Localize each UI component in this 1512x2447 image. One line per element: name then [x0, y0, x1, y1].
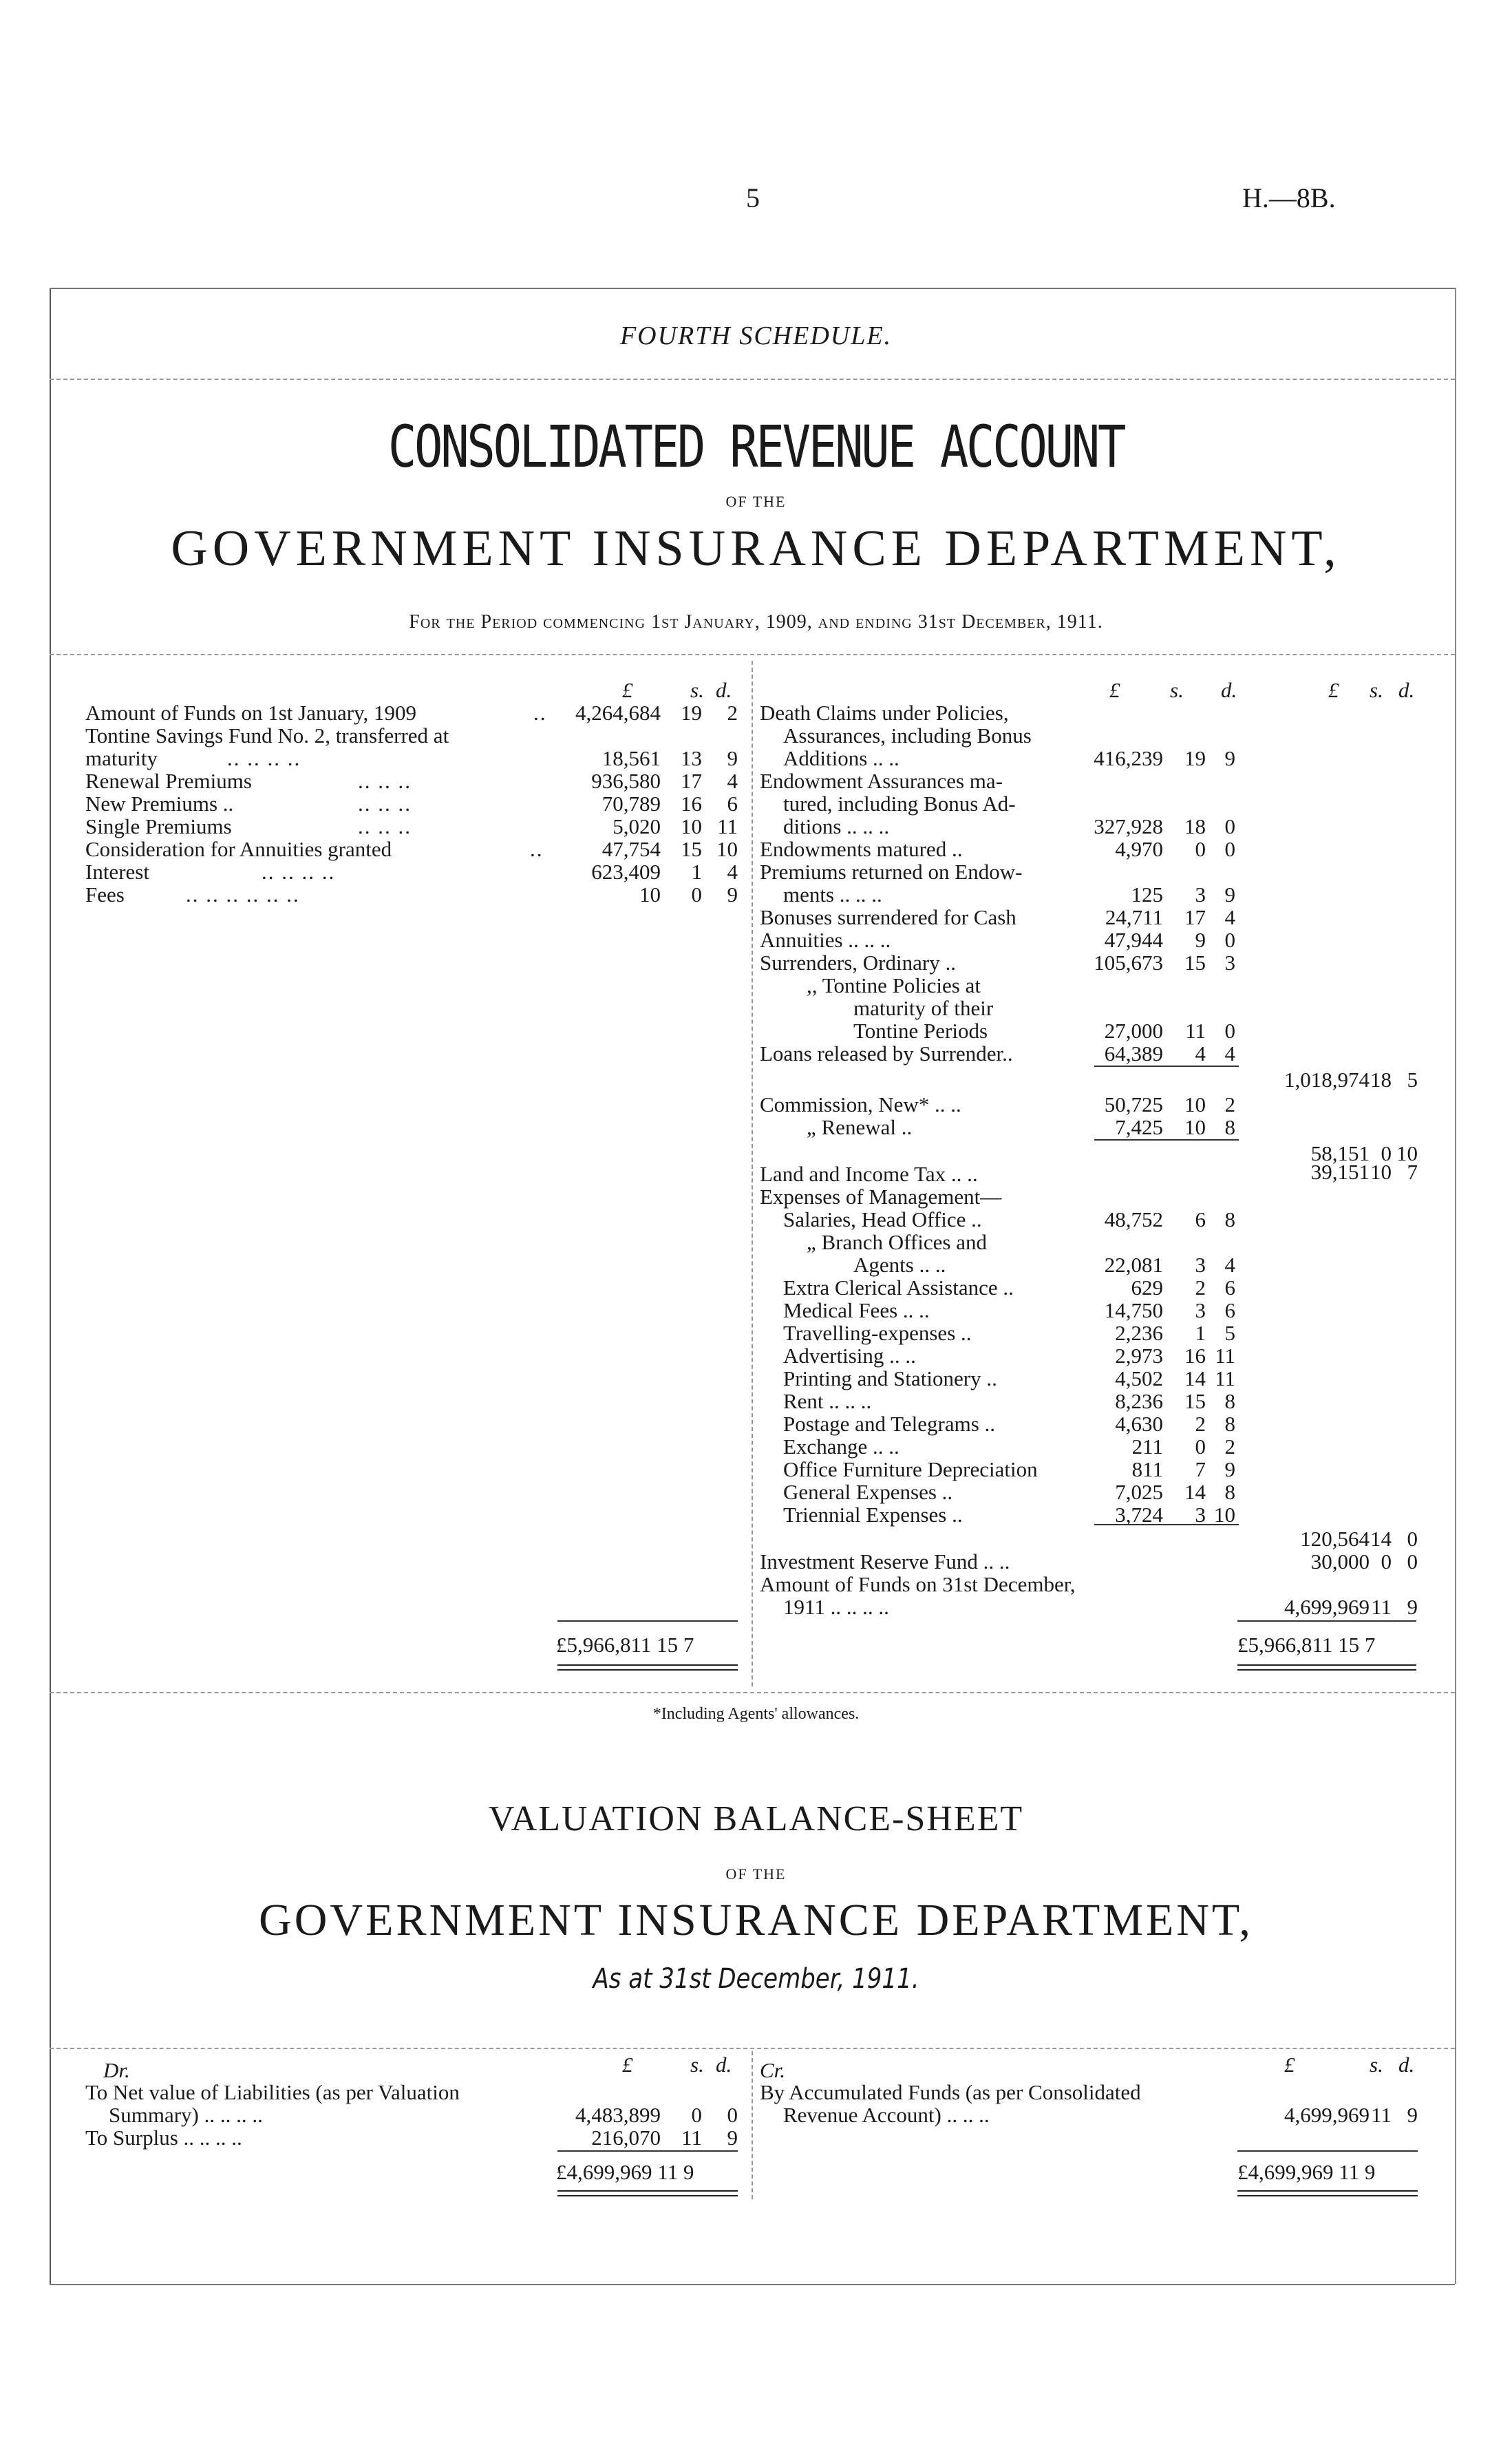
of-the-label: OF THE [725, 493, 787, 510]
shillings-header-right: s. [1370, 678, 1383, 702]
payment-label: Annuities .. .. .. [760, 928, 891, 952]
expenses-subtotal-pounds: 120,564 [1300, 1527, 1370, 1551]
valuation-title: VALUATION BALANCE-SHEET [488, 1799, 1024, 1839]
expense-label: Medical Fees .. .. [783, 1298, 930, 1322]
payment-amount-pence: 9 [1224, 746, 1235, 770]
department-title-2: GOVERNMENT INSURANCE DEPARTMENT, [259, 1895, 1253, 1945]
tax-amount-pence: 7 [1407, 1160, 1418, 1184]
document-reference: H.—8B. [1242, 182, 1336, 213]
credit-line-amount-pence: 9 [1407, 2103, 1418, 2127]
payment-amount-shillings: 3 [1195, 882, 1206, 907]
payment-amount-shillings: 11 [1185, 1019, 1206, 1043]
debit-line-label: To Surplus .. .. .. .. [85, 2126, 242, 2150]
expense-amount-pounds: 8,236 [1115, 1389, 1163, 1413]
payment-amount-pence: 9 [1224, 882, 1235, 907]
tax-amount-pounds: 39,151 [1310, 1160, 1370, 1184]
credit-line-amount-pounds: 4,699,969 [1284, 2103, 1370, 2127]
receipt-amount-pounds: 5,020 [613, 814, 661, 838]
expense-amount-shillings: 14 [1184, 1366, 1206, 1390]
debit-line-amount-pence: 0 [727, 2103, 738, 2127]
commission-amount-pounds: 7,425 [1115, 1115, 1163, 1139]
credit-line-amount-shillings: 11 [1371, 2103, 1392, 2127]
frame-bottom-rule [50, 2284, 1455, 2285]
payment-amount-shillings: 19 [1184, 746, 1206, 770]
frame-top-rule [50, 288, 1455, 289]
payment-amount-pounds: 416,239 [1094, 746, 1163, 770]
payment-amount-pounds: 64,389 [1104, 1041, 1163, 1066]
debit-line-label: Summary) .. .. .. .. [109, 2103, 263, 2127]
expense-amount-pence: 6 [1224, 1275, 1235, 1300]
debit-line-amount-shillings: 11 [681, 2126, 702, 2150]
expense-amount-pounds: 14,750 [1104, 1298, 1163, 1322]
debit-total: £4,699,969 11 9 [556, 2160, 694, 2184]
debit-line-amount-shillings: 0 [691, 2103, 702, 2127]
investment-reserve-amount-shillings: 0 [1381, 1549, 1392, 1574]
payments-total-double-rule [1237, 1664, 1416, 1671]
commission-amount-pence: 2 [1224, 1092, 1235, 1116]
payment-label: tured, including Bonus Ad- [783, 792, 1016, 816]
claims-subtotal-rule [1094, 1066, 1239, 1067]
payment-amount-pence: 0 [1224, 837, 1235, 861]
payment-label: ments .. .. .. [783, 882, 882, 907]
payment-amount-shillings: 18 [1184, 814, 1206, 838]
receipt-label: Tontine Savings Fund No. 2, transferred at [85, 723, 449, 748]
receipt-dots: .. .. .. .. [262, 860, 336, 884]
expense-label: Agents .. .. [853, 1253, 946, 1277]
expense-amount-pounds: 2,973 [1115, 1344, 1163, 1368]
pence-header-right: d. [1398, 678, 1415, 702]
receipt-label: Consideration for Annuities granted [85, 837, 392, 861]
commission-label: „ Renewal .. [807, 1115, 913, 1139]
commission-amount-shillings: 10 [1184, 1092, 1206, 1116]
revenue-account-title: CONSOLIDATED REVENUE ACCOUNT [387, 413, 1125, 480]
expense-amount-pounds: 7,025 [1115, 1480, 1163, 1504]
expense-amount-shillings: 7 [1195, 1457, 1206, 1481]
expense-amount-pence: 11 [1215, 1366, 1235, 1390]
expense-amount-shillings: 2 [1195, 1275, 1206, 1300]
expense-amount-pence: 8 [1224, 1412, 1235, 1436]
expense-amount-pounds: 2,236 [1115, 1321, 1163, 1345]
expense-amount-pounds: 4,630 [1115, 1412, 1163, 1436]
expenses-subtotal-pence: 0 [1407, 1527, 1418, 1551]
credit-total: £4,699,969 11 9 [1237, 2160, 1376, 2184]
payment-amount-pence: 0 [1224, 928, 1235, 952]
commission-subtotal-pence: 10 [1396, 1141, 1418, 1165]
debit-line-label: To Net value of Liabilities (as per Valuation [85, 2080, 460, 2104]
receipt-dots: .. [530, 837, 544, 861]
commission-subtotal-rule [1094, 1139, 1239, 1141]
bs-shillings-header-right: s. [1370, 2053, 1383, 2077]
expense-amount-pence: 8 [1224, 1480, 1235, 1504]
balance-top-rule [50, 2048, 1455, 2049]
receipt-amount-pence: 4 [727, 769, 738, 793]
expense-amount-pounds: 3,724 [1115, 1503, 1163, 1527]
receipt-amount-pence: 9 [727, 746, 738, 770]
payment-amount-shillings: 17 [1184, 905, 1206, 929]
bs-pounds-header-left: £ [622, 2053, 633, 2077]
payment-amount-pence: 4 [1224, 905, 1235, 929]
tax-label: Land and Income Tax .. .. [760, 1162, 978, 1186]
payment-amount-pounds: 47,944 [1104, 928, 1163, 952]
closing-funds-amount-pence: 9 [1407, 1595, 1418, 1619]
revenue-bottom-rule [50, 1692, 1455, 1693]
debit-line-amount-pence: 9 [727, 2126, 738, 2150]
credit-label: Cr. [760, 2058, 786, 2082]
receipt-amount-pounds: 47,754 [601, 837, 661, 861]
payment-label: ditions .. .. .. [783, 814, 890, 838]
receipt-label: Interest [85, 860, 149, 884]
commission-amount-shillings: 10 [1184, 1115, 1206, 1139]
payment-label: Loans released by Surrender.. [760, 1041, 1013, 1066]
expenses-heading: Expenses of Management— [760, 1185, 1002, 1209]
expense-label: Office Furniture Depreciation [783, 1457, 1038, 1481]
pounds-header-left: £ [622, 678, 633, 702]
payment-amount-shillings: 9 [1195, 928, 1206, 952]
receipt-amount-shillings: 13 [681, 746, 702, 770]
expense-amount-pence: 11 [1215, 1344, 1235, 1368]
expense-label: Advertising .. .. [783, 1344, 916, 1368]
payment-label: Premiums returned on Endow- [760, 860, 1023, 884]
expense-amount-shillings: 0 [1195, 1434, 1206, 1459]
receipt-label: New Premiums .. [85, 792, 234, 816]
pounds-header-mid: £ [1109, 678, 1120, 702]
payment-label: Assurances, including Bonus [783, 723, 1032, 748]
payment-label: Endowment Assurances ma- [760, 769, 1003, 793]
payment-amount-pounds: 105,673 [1094, 951, 1163, 975]
of-the-label-2: OF THE [725, 1865, 787, 1883]
receipt-dots: .. .. .. .. [227, 746, 301, 770]
expense-amount-shillings: 2 [1195, 1412, 1206, 1436]
payment-label: Endowments matured .. [760, 837, 963, 861]
expense-label: Salaries, Head Office .. [783, 1207, 982, 1231]
receipt-dots: .. .. .. .. .. .. [186, 882, 300, 907]
expense-amount-shillings: 3 [1195, 1503, 1206, 1527]
investment-reserve-amount-pounds: 30,000 [1310, 1549, 1370, 1574]
investment-reserve-amount-pence: 0 [1407, 1549, 1418, 1574]
payment-label: Additions .. .. [783, 746, 899, 770]
receipt-label: Amount of Funds on 1st January, 1909 [85, 701, 417, 725]
expense-amount-pounds: 211 [1131, 1434, 1163, 1459]
expense-amount-pence: 8 [1224, 1207, 1235, 1231]
expense-amount-pence: 10 [1214, 1503, 1235, 1527]
expense-label: Printing and Stationery .. [783, 1366, 997, 1390]
payment-label: Surrenders, Ordinary .. [760, 951, 956, 975]
payment-label: maturity of their [853, 996, 994, 1020]
debit-line-amount-pounds: 4,483,899 [575, 2103, 661, 2127]
receipt-amount-shillings: 15 [681, 837, 702, 861]
credit-line-label: By Accumulated Funds (as per Consolidated [760, 2080, 1141, 2104]
receipt-amount-pounds: 10 [639, 882, 661, 907]
receipt-amount-pounds: 4,264,684 [575, 701, 661, 725]
payment-amount-shillings: 15 [1184, 951, 1206, 975]
receipt-amount-shillings: 10 [681, 814, 702, 838]
commission-amount-pence: 8 [1224, 1115, 1235, 1139]
expense-amount-pounds: 22,081 [1104, 1253, 1163, 1277]
closing-funds-amount-shillings: 11 [1371, 1595, 1392, 1619]
period-rule [50, 654, 1455, 655]
shillings-header-left: s. [690, 678, 704, 702]
footnote: *Including Agents' allowances. [652, 1705, 860, 1723]
payment-amount-pence: 0 [1224, 814, 1235, 838]
expense-amount-shillings: 3 [1195, 1253, 1206, 1277]
payment-amount-pounds: 4,970 [1115, 837, 1163, 861]
expenses-subtotal-rule [1094, 1524, 1239, 1525]
payment-label: Tontine Periods [853, 1019, 988, 1043]
expense-label: General Expenses .. [783, 1480, 953, 1504]
pence-header-left: d. [716, 678, 732, 702]
expense-label: Exchange .. .. [783, 1434, 899, 1459]
expense-amount-pence: 5 [1224, 1321, 1235, 1345]
receipt-amount-pounds: 623,409 [591, 860, 661, 884]
payment-label: Bonuses surrendered for Cash [760, 905, 1016, 929]
payments-total-rule [1237, 1620, 1416, 1622]
receipt-dots: .. .. .. [358, 814, 412, 838]
credit-total-rule [1237, 2150, 1418, 2152]
receipt-amount-pence: 10 [716, 837, 738, 861]
closing-funds-label: Amount of Funds on 31st December, [760, 1572, 1076, 1596]
expense-label: Travelling-expenses .. [783, 1321, 972, 1345]
receipt-dots: .. [533, 701, 547, 725]
claims-subtotal-shillings: 18 [1370, 1068, 1392, 1092]
expense-amount-pence: 4 [1224, 1253, 1235, 1277]
receipt-amount-pounds: 18,561 [601, 746, 661, 770]
payment-amount-shillings: 4 [1195, 1041, 1206, 1066]
debit-label: Dr. [103, 2058, 130, 2082]
expense-amount-shillings: 14 [1184, 1480, 1206, 1504]
page-number: 5 [746, 182, 760, 213]
expense-amount-pounds: 4,502 [1115, 1366, 1163, 1390]
receipt-amount-pence: 9 [727, 882, 738, 907]
schedule-title: FOURTH SCHEDULE. [619, 321, 893, 350]
claims-subtotal-pounds: 1,018,974 [1284, 1068, 1370, 1092]
debit-total-rule [557, 2150, 738, 2152]
closing-funds-amount-pounds: 4,699,969 [1284, 1595, 1370, 1619]
pence-header-mid: d. [1221, 678, 1237, 702]
expense-label: Postage and Telegrams .. [783, 1412, 996, 1436]
receipt-amount-pence: 4 [727, 860, 738, 884]
expense-amount-pence: 9 [1224, 1457, 1235, 1481]
bs-pence-header-right: d. [1398, 2053, 1415, 2077]
commission-subtotal-shillings: 0 [1381, 1141, 1392, 1165]
commission-label: Commission, New* .. .. [760, 1092, 961, 1116]
receipt-amount-shillings: 19 [681, 701, 702, 725]
payment-amount-pounds: 125 [1131, 882, 1163, 907]
receipt-label: Renewal Premiums [85, 769, 252, 793]
expenses-subtotal-shillings: 14 [1370, 1527, 1392, 1551]
commission-amount-pounds: 50,725 [1104, 1092, 1163, 1116]
pounds-header-right: £ [1328, 678, 1339, 702]
tax-amount-shillings: 10 [1370, 1160, 1392, 1184]
payment-amount-pounds: 24,711 [1105, 905, 1163, 929]
receipt-amount-shillings: 17 [681, 769, 702, 793]
expense-amount-shillings: 6 [1195, 1207, 1206, 1231]
bs-pence-header-left: d. [716, 2053, 732, 2077]
expense-label: Extra Clerical Assistance .. [783, 1275, 1014, 1300]
expense-amount-pence: 2 [1224, 1434, 1235, 1459]
payment-amount-pounds: 27,000 [1104, 1019, 1163, 1043]
expense-amount-shillings: 16 [1184, 1344, 1206, 1368]
expense-amount-pounds: 48,752 [1104, 1207, 1163, 1231]
payment-amount-pounds: 327,928 [1094, 814, 1163, 838]
receipts-total: £5,966,811 15 7 [556, 1633, 694, 1657]
receipt-amount-pounds: 936,580 [591, 769, 661, 793]
receipt-amount-shillings: 1 [691, 860, 702, 884]
payment-amount-shillings: 0 [1195, 837, 1206, 861]
expense-label: Triennial Expenses .. [783, 1503, 963, 1527]
bs-pounds-header-right: £ [1284, 2053, 1295, 2077]
bs-shillings-header-left: s. [690, 2053, 704, 2077]
expense-label: „ Branch Offices and [807, 1230, 987, 1254]
debit-total-double-rule [557, 2190, 738, 2196]
period-line: For the Period commencing 1st January, 1909, and ending 31st December, 1911. [409, 611, 1103, 633]
commission-subtotal-pounds: 58,151 [1310, 1141, 1370, 1165]
department-title: GOVERNMENT INSURANCE DEPARTMENT, [171, 520, 1341, 577]
receipt-label: maturity [85, 746, 158, 770]
claims-subtotal-pence: 5 [1407, 1068, 1418, 1092]
receipt-dots: .. .. .. [358, 792, 412, 816]
column-divider [752, 661, 753, 1686]
schedule-rule [50, 379, 1455, 380]
receipts-total-rule [557, 1620, 738, 1622]
expense-amount-shillings: 1 [1195, 1321, 1206, 1345]
payment-amount-pence: 4 [1224, 1041, 1235, 1066]
payment-label: Death Claims under Policies, [760, 701, 1009, 725]
receipt-amount-shillings: 16 [681, 792, 702, 816]
receipt-label: Fees [85, 882, 125, 907]
receipt-dots: .. .. .. [358, 769, 412, 793]
credit-line-label: Revenue Account) .. .. .. [783, 2103, 990, 2127]
investment-reserve-label: Investment Reserve Fund .. .. [760, 1549, 1010, 1574]
expense-amount-shillings: 3 [1195, 1298, 1206, 1322]
shillings-header-mid: s. [1170, 678, 1184, 702]
closing-funds-label-2: 1911 .. .. .. .. [783, 1595, 889, 1619]
credit-total-double-rule [1237, 2190, 1418, 2196]
expense-amount-pounds: 811 [1131, 1457, 1163, 1481]
expense-amount-pence: 8 [1224, 1389, 1235, 1413]
receipt-amount-shillings: 0 [691, 882, 702, 907]
balance-column-divider [752, 2051, 753, 2199]
payment-label: ,, Tontine Policies at [807, 973, 981, 997]
payment-amount-pence: 3 [1224, 951, 1235, 975]
receipt-amount-pence: 6 [727, 792, 738, 816]
expense-label: Rent .. .. .. [783, 1389, 872, 1413]
receipt-amount-pence: 2 [727, 701, 738, 725]
payment-amount-pence: 0 [1224, 1019, 1235, 1043]
receipt-amount-pounds: 70,789 [601, 792, 661, 816]
payments-total: £5,966,811 15 7 [1237, 1633, 1376, 1657]
receipt-label: Single Premiums [85, 814, 232, 838]
receipts-total-double-rule [557, 1664, 738, 1671]
receipt-amount-pence: 11 [717, 814, 738, 838]
expense-amount-shillings: 15 [1184, 1389, 1206, 1413]
debit-line-amount-pounds: 216,070 [591, 2126, 661, 2150]
expense-amount-pounds: 629 [1131, 1275, 1163, 1300]
expense-amount-pence: 6 [1224, 1298, 1235, 1322]
as-at-date: As at 31st December, 1911. [593, 1963, 919, 1995]
